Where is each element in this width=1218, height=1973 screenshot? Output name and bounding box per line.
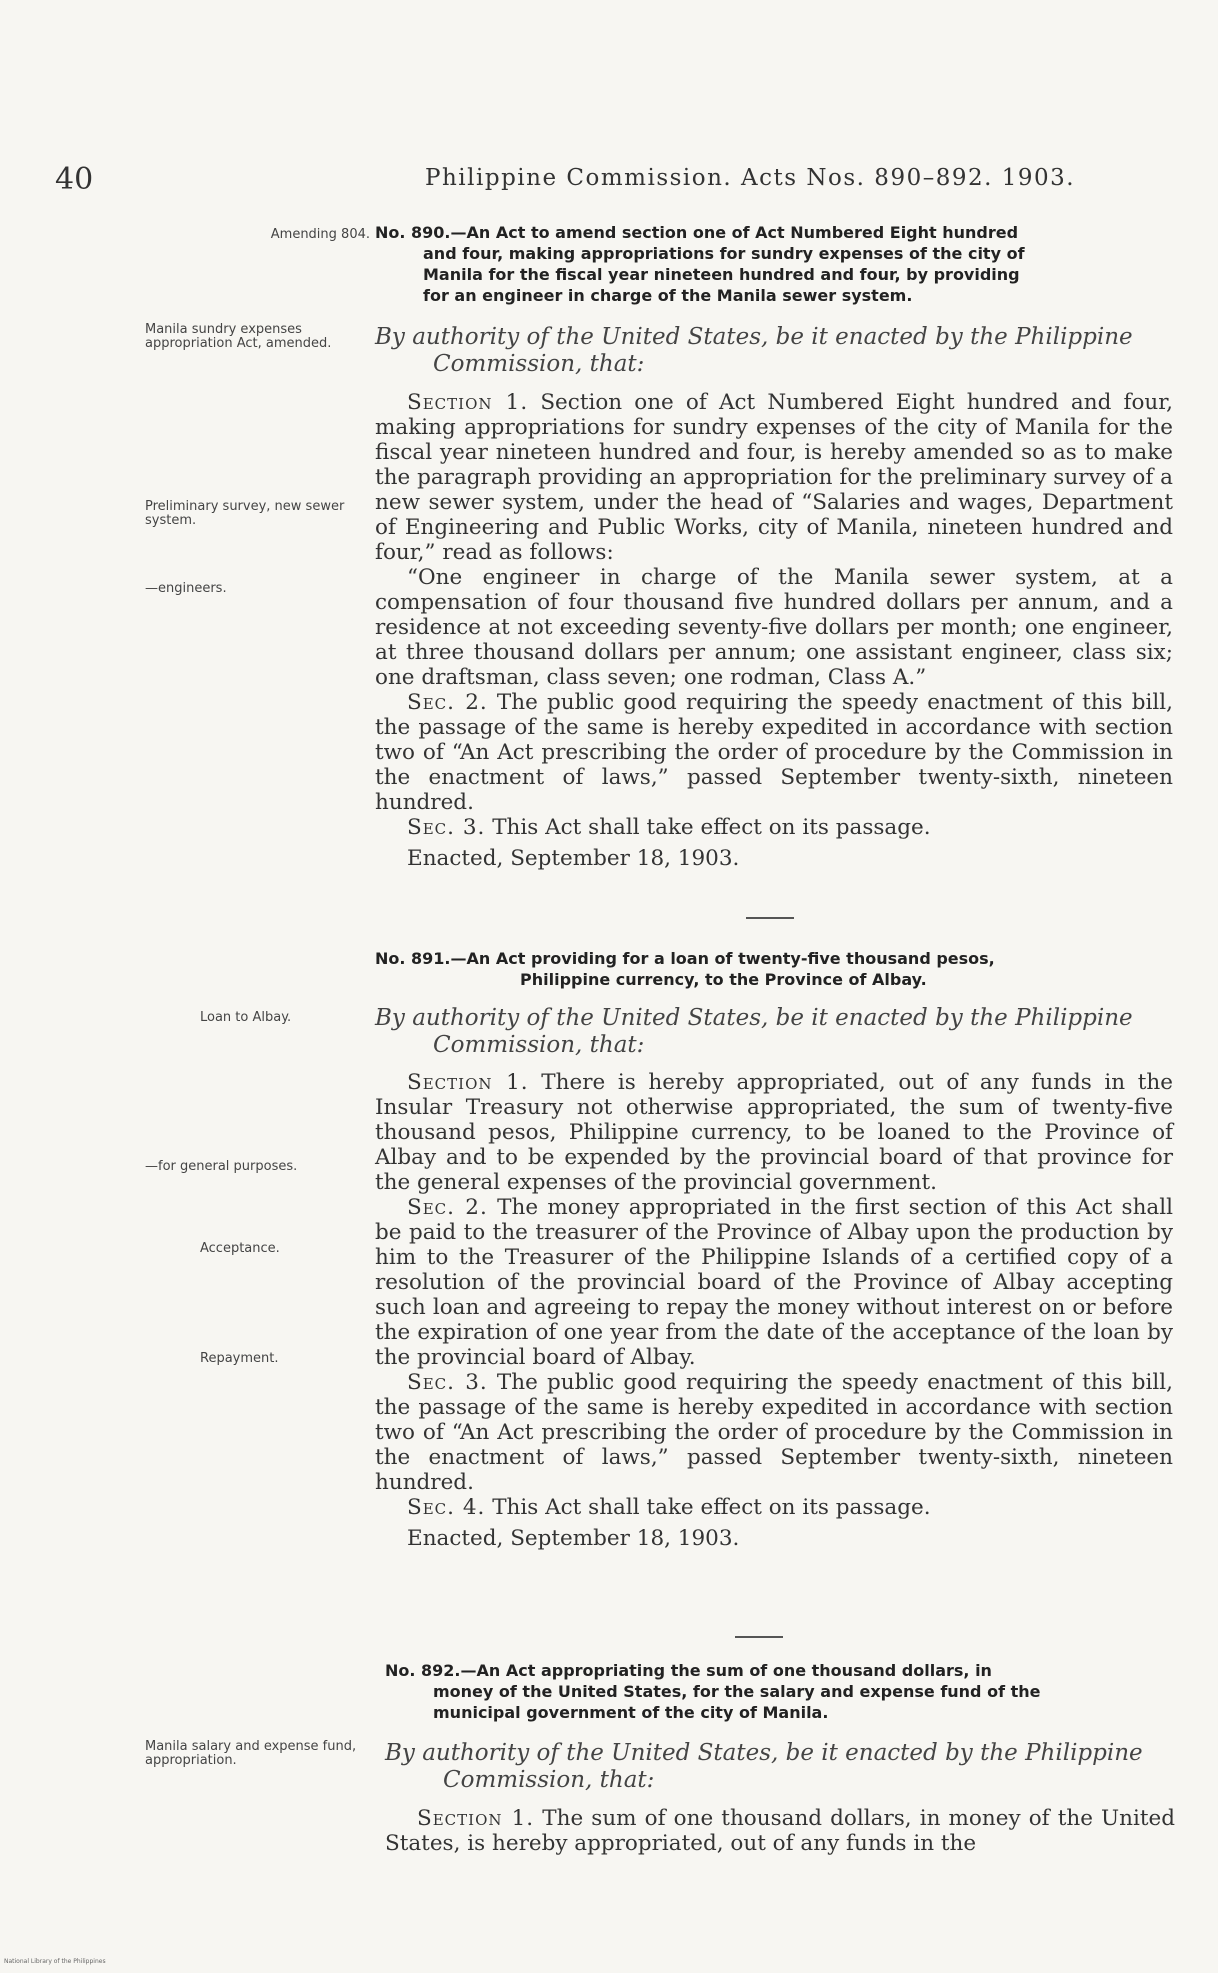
margin-note-loan: Loan to Albay. xyxy=(200,1010,292,1025)
margin-note-preliminary-survey: Preliminary survey, new sewer system. xyxy=(145,499,345,528)
act-890-heading-line1: No. 890.—An Act to amend section one of Act Numbered Eight hundred xyxy=(375,223,1019,242)
act-890-heading-line3: Manila for the fiscal year nineteen hundred and four, by providing xyxy=(423,265,1020,284)
act-891-enacted: Enacted, September 18, 1903. xyxy=(407,1526,740,1551)
margin-note-general-purposes: —for general purposes. xyxy=(145,1159,298,1174)
act-891-heading xyxy=(375,948,1173,990)
act-891-sec-3: Sec. 3. The public good requiring the speedy enactment of this bill, the passage of the same is hereby expedited in accordance with section two of “An Act prescribing the order of procedure by the Commission in the enactment of laws,” passed September twenty-sixth, nineteen hundred. xyxy=(375,1370,1173,1495)
act-890-sec-3: Sec. 3. This Act shall take effect on its passage. xyxy=(407,815,931,840)
authority-line2: Commission, that: xyxy=(443,1767,655,1793)
running-title: Philippine Commission. Acts Nos. 890–892. 1903. xyxy=(425,165,1076,191)
act-890-sec-2: Sec. 2. The public good requiring the speedy enactment of this bill, the passage of the same is hereby expedited in accordance with section two of “An Act prescribing the order of procedure by the Commission in the enactment of laws,” passed September twenty-sixth, nineteen hundred. xyxy=(375,690,1173,815)
act-892-section-1: Section 1. The sum of one thousand dollars, in money of the United States, is hereby appropriated, out of any funds in the xyxy=(385,1806,1176,1856)
act-891-authority xyxy=(375,1005,1173,1059)
act-891-body xyxy=(375,1070,1173,1551)
margin-note-engineers: —engineers. xyxy=(145,581,227,596)
act-890-section-1: Section 1. Section one of Act Numbered Eight hundred and four, making appropriations for sundry expenses of the city of Manila for the fiscal year nineteen hundred and four, is hereby amended so as to make the paragraph providing an appropriation for the preliminary survey of a new sewer system, under the head of “Salaries and wages, Department of Engineering and Public Works, city of Manila, nineteen hundred and four,” read as follows: xyxy=(375,390,1174,565)
page-number: 40 xyxy=(55,162,94,197)
act-892-heading xyxy=(385,1660,1175,1723)
margin-note-amending: Amending 804. xyxy=(270,227,370,242)
authority-line2: Commission, that: xyxy=(433,1032,645,1058)
authority-line2: Commission, that: xyxy=(433,351,645,377)
act-892-heading-line1: No. 892.—An Act appropriating the sum of one thousand dollars, in xyxy=(385,1661,992,1680)
act-892-authority xyxy=(385,1740,1175,1794)
act-890-heading xyxy=(375,222,1173,306)
act-891-sec-4: Sec. 4. This Act shall take effect on its passage. xyxy=(407,1495,931,1520)
section-divider xyxy=(735,1636,783,1638)
act-890-body xyxy=(375,390,1173,871)
act-890-authority xyxy=(375,324,1173,378)
act-890-enacted: Enacted, September 18, 1903. xyxy=(407,846,740,871)
act-890-heading-line2: and four, making appropriations for sundry expenses of the city of xyxy=(423,244,1025,263)
margin-note-manila-salary: Manila salary and expense fund, appropriation. xyxy=(145,1739,357,1768)
act-891-heading-line2: Philippine currency, to the Province of Albay. xyxy=(520,970,927,989)
authority-line1: By authority of the United States, be it enacted by the Philippine xyxy=(385,1740,1143,1766)
act-892-body xyxy=(385,1806,1175,1856)
margin-note-acceptance: Acceptance. xyxy=(200,1241,280,1256)
act-891-sec-2: Sec. 2. The money appropriated in the first section of this Act shall be paid to the treasurer of the Province of Albay upon the production by him to the Treasurer of the Philippine Islands of a certified copy of a resolution of the provincial board of the Province of Albay accepting such loan and agreeing to repay the money without interest on or before the expiration of one year from the date of the acceptance of the loan by the provincial board of Albay. xyxy=(375,1195,1174,1370)
act-892-heading-line3: municipal government of the city of Manila. xyxy=(433,1703,829,1722)
margin-note-manila-sundry: Manila sundry expenses appropriation Act, amended. xyxy=(145,322,332,351)
act-890-quote: “One engineer in charge of the Manila sewer system, at a compensation of four thousand five hundred dollars per annum, and a residence at not exceeding seventy-five dollars per month; one engineer, at three thousand dollars per annum; one assistant engineer, class six; one draftsman, class seven; one rodman, Class A.” xyxy=(375,565,1173,690)
section-divider xyxy=(746,917,794,919)
act-891-heading-line1: No. 891.—An Act providing for a loan of twenty-five thousand pesos, xyxy=(375,949,995,968)
act-892-heading-line2: money of the United States, for the salary and expense fund of the xyxy=(433,1682,1041,1701)
authority-line1: By authority of the United States, be it enacted by the Philippine xyxy=(375,1005,1133,1031)
act-890-heading-line4: for an engineer in charge of the Manila sewer system. xyxy=(423,286,913,305)
act-891-section-1: Section 1. There is hereby appropriated, out of any funds in the Insular Treasury not otherwise appropriated, the sum of twenty-five thousand pesos, Philippine currency, to be loaned to the Province of Albay and to be expended by the provincial board of that province for the general expenses of the provincial government. xyxy=(375,1070,1173,1195)
authority-line1: By authority of the United States, be it enacted by the Philippine xyxy=(375,324,1133,350)
footer-credit: National Library of the Philippines xyxy=(4,1958,106,1965)
margin-note-repayment: Repayment. xyxy=(200,1351,279,1366)
